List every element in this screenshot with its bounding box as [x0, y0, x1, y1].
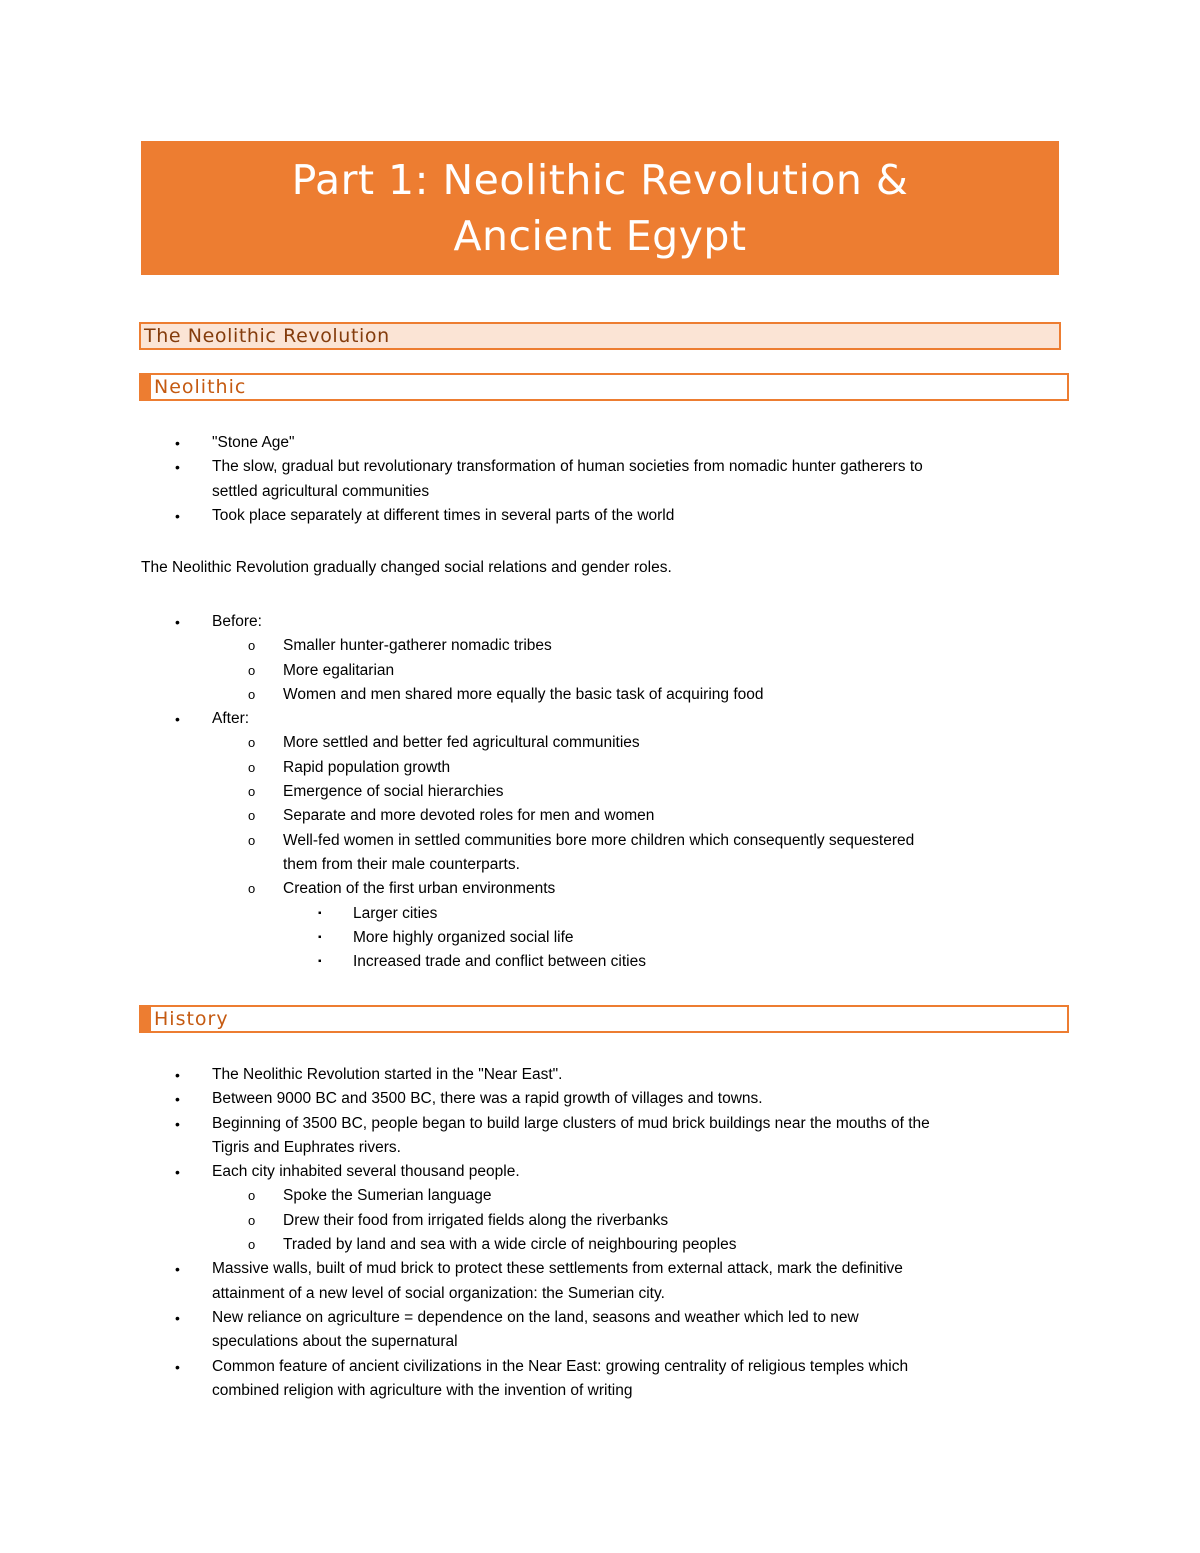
bullet-icon: •	[175, 1067, 180, 1083]
list-item: • Between 9000 BC and 3500 BC, there was a rapid growth of villages and towns.	[0, 1087, 1062, 1111]
bullet-icon: •	[175, 435, 180, 451]
circle-bullet-icon: o	[248, 662, 256, 678]
neolithic-heading: Neolithic	[139, 373, 1069, 401]
circle-bullet-icon: o	[248, 1237, 256, 1253]
bullet-icon: •	[175, 1115, 180, 1132]
list-item: • "Stone Age"	[0, 431, 1062, 455]
list-item: • New reliance on agriculture = dependence on the land, seasons and weather which led to new	[0, 1306, 1062, 1330]
sub-sub-list-item: ▪ Larger cities	[0, 902, 1053, 926]
sub-list-item: o Drew their food from irrigated fields along the riverbanks	[0, 1209, 1043, 1233]
bullet-icon: •	[175, 1164, 180, 1181]
circle-bullet-icon: o	[248, 1188, 256, 1204]
list-item: • Each city inhabited several thousand people.	[0, 1160, 1062, 1184]
sub-list-item: o Creation of the first urban environments	[0, 877, 1043, 901]
circle-bullet-icon: o	[248, 832, 256, 848]
list-item-continuation: combined religion with agriculture with the invention of writing	[212, 1381, 633, 1399]
circle-bullet-icon: o	[248, 784, 256, 800]
circle-bullet-icon: o	[248, 759, 256, 775]
history-heading: History	[139, 1005, 1069, 1033]
sub-list-item: o Women and men shared more equally the basic task of acquiring food	[0, 683, 1043, 707]
sub-list-item: o More egalitarian	[0, 659, 1043, 683]
sub-sub-list-item: ▪ Increased trade and conflict between cities	[0, 950, 1053, 974]
neolithic-list	[0, 431, 1062, 528]
sub-list-item: o Rapid population growth	[0, 756, 1043, 780]
body-paragraph: The Neolithic Revolution gradually changed social relations and gender roles.	[141, 559, 672, 576]
list-item-before: • Before:	[0, 610, 1062, 634]
sub-list-item: o Separate and more devoted roles for men and women	[0, 804, 1043, 828]
bullet-icon: •	[175, 507, 180, 524]
list-item: • The Neolithic Revolution started in the "Near East".	[0, 1063, 1062, 1087]
circle-bullet-icon: o	[248, 638, 256, 654]
square-bullet-icon: ▪	[318, 931, 322, 943]
sub-list-item: o Smaller hunter-gatherer nomadic tribes	[0, 634, 1043, 658]
list-item-continuation: Tigris and Euphrates rivers.	[212, 1138, 401, 1156]
circle-bullet-icon: o	[248, 686, 256, 702]
history-list	[0, 1063, 1062, 1403]
list-item-continuation: settled agricultural communities	[212, 482, 430, 500]
sub-sub-list-item: ▪ More highly organized social life	[0, 926, 1053, 950]
sub-list-item: o Spoke the Sumerian language	[0, 1184, 1043, 1208]
bullet-icon: •	[175, 1358, 180, 1375]
title-line-1: Part 1: Neolithic Revolution &	[291, 156, 909, 204]
sub-list-item-continuation: them from their male counterparts.	[283, 855, 520, 873]
bullet-icon: •	[175, 1309, 180, 1326]
list-item: • Massive walls, built of mud brick to protect these settlements from external attack, mark the definitive	[0, 1257, 1062, 1281]
before-after-list	[0, 610, 1062, 974]
list-item: • Beginning of 3500 BC, people began to build large clusters of mud brick buildings near the mouths of the	[0, 1112, 1062, 1136]
title-line-2: Ancient Egypt	[453, 212, 747, 260]
circle-bullet-icon: o	[248, 881, 256, 897]
bullet-icon: •	[175, 711, 180, 728]
circle-bullet-icon: o	[248, 1212, 256, 1228]
sub-list-item: o Well-fed women in settled communities bore more children which consequently sequestered	[0, 829, 1043, 853]
document-title-banner	[141, 141, 1059, 275]
square-bullet-icon: ▪	[318, 956, 322, 968]
list-item-continuation: attainment of a new level of social organization: the Sumerian city.	[212, 1284, 665, 1302]
sub-list-item: o More settled and better fed agricultural communities	[0, 731, 1043, 755]
sub-list-item: o Emergence of social hierarchies	[0, 780, 1043, 804]
section-heading: The Neolithic Revolution	[139, 322, 1061, 350]
list-item: • Took place separately at different times in several parts of the world	[0, 504, 1062, 528]
square-bullet-icon: ▪	[318, 907, 322, 919]
list-item-after: • After:	[0, 707, 1062, 731]
bullet-icon: •	[175, 1091, 180, 1108]
circle-bullet-icon: o	[248, 808, 256, 824]
list-item: • Common feature of ancient civilizations in the Near East: growing centrality of religious temples which	[0, 1355, 1062, 1379]
bullet-icon: •	[175, 1261, 180, 1278]
list-item: • The slow, gradual but revolutionary transformation of human societies from nomadic hunter gatherers to	[0, 455, 1062, 479]
list-item-continuation: speculations about the supernatural	[212, 1333, 458, 1351]
sub-list-item: o Traded by land and sea with a wide circle of neighbouring peoples	[0, 1233, 1043, 1257]
bullet-icon: •	[175, 614, 180, 630]
circle-bullet-icon: o	[248, 735, 256, 751]
bullet-icon: •	[175, 459, 180, 476]
